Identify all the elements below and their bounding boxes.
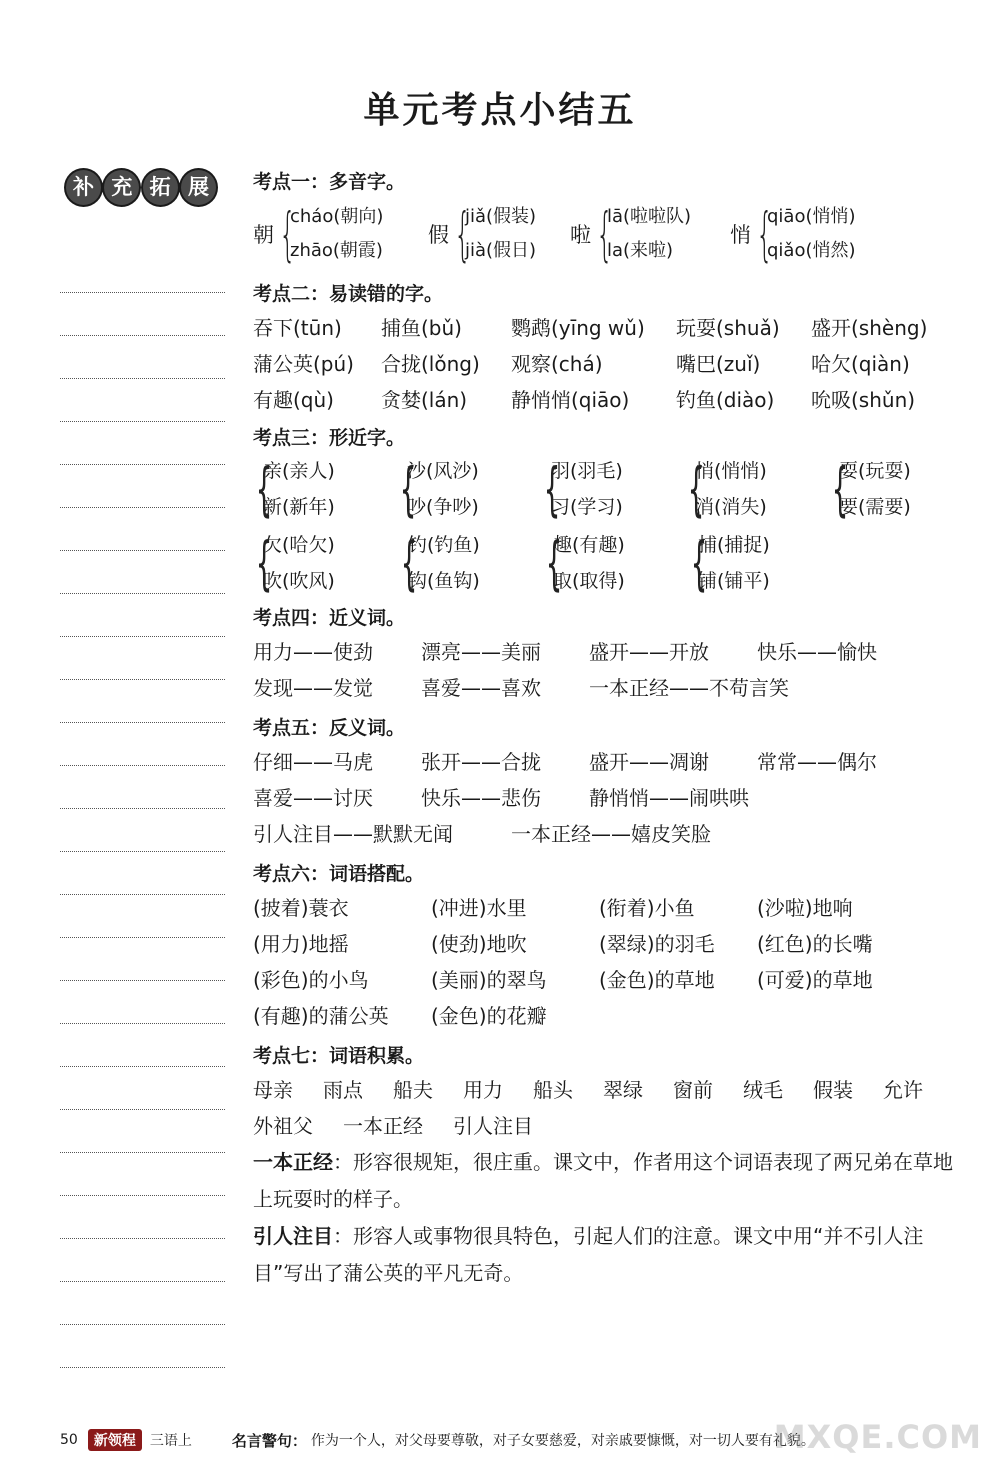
word-row: [253, 310, 973, 346]
accumulated-word: 窗前: [673, 1078, 713, 1102]
note-line: [60, 981, 225, 1024]
note-line: [60, 293, 225, 336]
similar-list: [263, 453, 335, 525]
word-pair: (冲进)水里: [431, 896, 527, 920]
misread-word: 静悄悄(qiāo): [511, 388, 630, 412]
quote-text: 作为一个人，对父母要尊敬，对子女要慈爱，对亲戚要慷慨，对一切人要有礼貌。: [310, 1433, 815, 1449]
word-pair: (红色)的长嘴: [757, 932, 873, 956]
badge-char: 充: [104, 170, 139, 205]
word-pair: 喜爱——讨厌: [253, 786, 373, 810]
polyphone-char: 啦: [570, 223, 591, 247]
word-pair: 常常——偶尔: [757, 750, 877, 774]
brace: {: [596, 200, 613, 268]
brace: {: [399, 455, 417, 523]
similar-char: 要(需要): [839, 496, 911, 518]
reading: la(来啦): [607, 240, 674, 261]
definition: [253, 1218, 953, 1292]
polyphone-group: [428, 200, 570, 268]
reading-list: [607, 200, 691, 268]
word-row: [253, 962, 973, 998]
word-pair: (披着)蓑衣: [253, 896, 349, 920]
badge-char: 补: [66, 170, 101, 205]
reading-list: [465, 200, 536, 268]
word-row: [253, 780, 973, 816]
note-line: [60, 723, 225, 766]
reading-list: [290, 200, 383, 268]
word-pair: 盛开——开放: [589, 640, 709, 664]
word-pair: 一本正经——不苟言笑: [589, 676, 789, 700]
similar-char: 习(学习): [551, 496, 623, 518]
similar-char: 趣(有趣): [553, 534, 625, 556]
similar-char: 捕(捕捉): [698, 534, 770, 556]
note-line: [60, 1153, 225, 1196]
page-number: 50: [60, 1432, 78, 1448]
accumulated-word: 引人注目: [453, 1114, 533, 1138]
word-pair: (衔着)小鱼: [599, 896, 695, 920]
polyphone-char: 假: [428, 223, 449, 247]
reading: jiǎ(假装): [465, 206, 537, 227]
section-title: 考点一：多音字。: [253, 171, 406, 193]
brace: {: [690, 529, 708, 597]
similar-char: 铺(铺平): [698, 570, 770, 592]
polyphone-group: [253, 200, 428, 268]
quote-label: 名言警句：: [231, 1431, 307, 1450]
word-pair: 喜爱——喜欢: [421, 676, 541, 700]
word-row: [253, 926, 973, 962]
section-title: 考点三：形近字。: [253, 427, 406, 449]
similar-group: [685, 453, 829, 525]
polyphone-group: [570, 200, 730, 268]
watermark: MXQE.COM: [773, 1418, 982, 1456]
misread-word: 盛开(shèng): [811, 316, 928, 340]
word-pair: 张开——合拢: [421, 750, 541, 774]
note-lines: [60, 250, 225, 1368]
misread-word: 吮吸(shǔn): [811, 388, 916, 412]
note-line: [60, 336, 225, 379]
misread-word: 钓鱼(diào): [676, 388, 775, 412]
word-pair: 静悄悄——闹哄哄: [589, 786, 749, 810]
accumulated-word: 翠绿: [603, 1078, 643, 1102]
similar-char-list: [253, 452, 973, 600]
accumulated-word: 外祖父: [253, 1114, 313, 1138]
word-pair: 盛开——凋谢: [589, 750, 709, 774]
similar-list: [695, 453, 767, 525]
similar-char: 消(消失): [695, 496, 767, 518]
word-pair: (金色)的花瓣: [431, 1004, 547, 1028]
similar-group: [397, 453, 541, 525]
word-pair: (使劲)地吹: [431, 932, 527, 956]
note-line: [60, 422, 225, 465]
word-pair: (有趣)的蒲公英: [253, 1004, 389, 1028]
accumulated-word: 允许: [883, 1078, 923, 1102]
synonym-list: [253, 634, 973, 706]
brace: {: [400, 529, 418, 597]
word-pair: (金色)的草地: [599, 968, 715, 992]
section-title: 考点五：反义词。: [253, 717, 406, 739]
antonym-list: [253, 744, 973, 852]
definition-text: ：形容人或事物很具特色，引起人们的注意。课文中用“并不引人注目”写出了蒲公英的平凡无奇。: [253, 1224, 924, 1285]
definition-term: 一本正经: [253, 1150, 333, 1174]
polyphone-char: 朝: [253, 223, 274, 247]
reading: cháo(朝向): [290, 206, 384, 227]
similar-char: 沙(风沙): [407, 460, 479, 482]
note-line: [60, 809, 225, 852]
word-pair: (彩色)的小鸟: [253, 968, 369, 992]
section-title: 考点六：词语搭配。: [253, 863, 425, 885]
similar-char: 新(新年): [263, 496, 335, 518]
reading-list: [767, 200, 856, 268]
similar-char: 钩(鱼钩): [408, 570, 480, 592]
word-row: [253, 346, 973, 382]
similar-char: 取(取得): [553, 570, 625, 592]
similar-list: [698, 527, 770, 599]
brace: {: [756, 200, 773, 268]
note-line: [60, 1282, 225, 1325]
similar-list: [839, 453, 911, 525]
accumulated-word: 船夫: [393, 1078, 433, 1102]
reading: zhāo(朝霞): [290, 240, 383, 261]
misread-word: 有趣(qù): [253, 388, 334, 412]
word-pair: 用力——使劲: [253, 640, 373, 664]
reading: qiāo(悄悄): [767, 206, 856, 227]
word-row: [253, 382, 973, 418]
note-line: [60, 938, 225, 981]
word-pair: 漂亮——美丽: [421, 640, 541, 664]
main-content: [253, 168, 973, 1292]
word-pair: 发现——发觉: [253, 676, 373, 700]
note-line: [60, 1325, 225, 1368]
brand-logo: 新领程: [88, 1429, 142, 1451]
similar-char: 耍(玩耍): [839, 460, 911, 482]
grade-label: 三语上: [149, 1433, 192, 1449]
accumulated-word: 船头: [533, 1078, 573, 1102]
note-line: [60, 766, 225, 809]
similar-char: 吹(吹风): [263, 570, 335, 592]
brace: {: [255, 529, 273, 597]
misread-word: 捕鱼(bǔ): [381, 316, 462, 340]
note-line: [60, 895, 225, 938]
accumulated-word: 一本正经: [343, 1114, 423, 1138]
similar-group: [688, 527, 833, 599]
word-row: [253, 744, 973, 780]
word-row: [253, 670, 973, 706]
reading: lā(啦啦队): [607, 206, 692, 227]
page-title: 单元考点小结五: [363, 90, 637, 131]
misread-word: 鹦鹉(yīng wǔ): [511, 316, 645, 340]
reading: qiǎo(悄然): [767, 240, 856, 261]
word-pair: 引人注目——默默无闻: [253, 822, 453, 846]
definition: [253, 1144, 953, 1218]
accumulated-word: 绒毛: [743, 1078, 783, 1102]
accumulated-word: 假装: [813, 1078, 853, 1102]
word-row: [253, 1072, 973, 1108]
reading: jià(假日): [465, 240, 537, 261]
definition-term: 引人注目: [253, 1224, 333, 1248]
similar-char: 欠(哈欠): [263, 534, 335, 556]
misread-word: 玩耍(shuǎ): [676, 316, 780, 340]
similar-row: [253, 526, 973, 600]
note-line: [60, 1239, 225, 1282]
note-line: [60, 508, 225, 551]
note-line: [60, 379, 225, 422]
similar-row: [253, 452, 973, 526]
note-line: [60, 637, 225, 680]
note-line: [60, 1196, 225, 1239]
accumulated-word: 母亲: [253, 1078, 293, 1102]
similar-group: [253, 527, 398, 599]
note-line: [60, 680, 225, 723]
similar-char: 钓(钓鱼): [408, 534, 480, 556]
note-line: [60, 250, 225, 293]
misread-word: 嘴巴(zuǐ): [676, 352, 761, 376]
word-pair: (美丽)的翠鸟: [431, 968, 547, 992]
section-title: 考点四：近义词。: [253, 607, 406, 629]
similar-group: [541, 453, 685, 525]
misread-word: 哈欠(qiàn): [811, 352, 910, 376]
brace: {: [454, 200, 471, 268]
word-pair: 仔细——马虎: [253, 750, 373, 774]
brace: {: [545, 529, 563, 597]
note-line: [60, 465, 225, 508]
note-line: [60, 1067, 225, 1110]
word-row: [253, 998, 973, 1034]
brace: {: [687, 455, 705, 523]
word-pair: (翠绿)的羽毛: [599, 932, 715, 956]
similar-group: [543, 527, 688, 599]
similar-char: 悄(悄悄): [695, 460, 767, 482]
word-row: [253, 890, 973, 926]
accumulated-word: 用力: [463, 1078, 503, 1102]
section-title: 考点七：词语积累。: [253, 1045, 425, 1067]
misread-word: 吞下(tūn): [253, 316, 342, 340]
brace: {: [255, 455, 273, 523]
similar-list: [408, 527, 480, 599]
polyphone-group: [730, 200, 890, 268]
note-line: [60, 1024, 225, 1067]
word-pair: 快乐——悲伤: [421, 786, 541, 810]
supplement-badge: [66, 168, 216, 206]
similar-char: 羽(羽毛): [551, 460, 623, 482]
word-pair: (沙啦)地响: [757, 896, 853, 920]
misread-word: 观察(chá): [511, 352, 603, 376]
word-pair: 一本正经——嬉皮笑脸: [511, 822, 711, 846]
similar-list: [263, 527, 335, 599]
brace: {: [543, 455, 561, 523]
word-row: [253, 634, 973, 670]
word-pair: (用力)地摇: [253, 932, 349, 956]
note-line: [60, 852, 225, 895]
collocation-list: [253, 890, 973, 1034]
brace: {: [831, 455, 849, 523]
word-pair: (可爱)的草地: [757, 968, 873, 992]
note-line: [60, 1110, 225, 1153]
polyphone-row: [253, 196, 973, 272]
section-title: 考点二：易读错的字。: [253, 283, 444, 305]
word-row: [253, 1108, 973, 1144]
similar-char: 吵(争吵): [407, 496, 479, 518]
note-line: [60, 594, 225, 637]
misread-word: 贪婪(lán): [381, 388, 468, 412]
similar-group: [253, 453, 397, 525]
similar-group: [829, 453, 973, 525]
misread-word: 蒲公英(pú): [253, 352, 354, 376]
misread-list: [253, 310, 973, 418]
similar-list: [551, 453, 623, 525]
misread-word: 合拢(lǒng): [381, 352, 480, 376]
polyphone-char: 悄: [730, 223, 751, 247]
accumulated-word: 雨点: [323, 1078, 363, 1102]
similar-list: [407, 453, 479, 525]
word-row: [253, 816, 973, 852]
similar-char: 亲(亲人): [263, 460, 335, 482]
similar-list: [553, 527, 625, 599]
note-line: [60, 551, 225, 594]
word-pair: 快乐——愉快: [757, 640, 877, 664]
badge-char: 展: [181, 170, 216, 205]
brace: {: [279, 200, 296, 268]
definition-text: ：形容很规矩，很庄重。课文中，作者用这个词语表现了两兄弟在草地上玩耍时的样子。: [253, 1150, 953, 1211]
similar-group: [398, 527, 543, 599]
badge-char: 拓: [143, 170, 178, 205]
